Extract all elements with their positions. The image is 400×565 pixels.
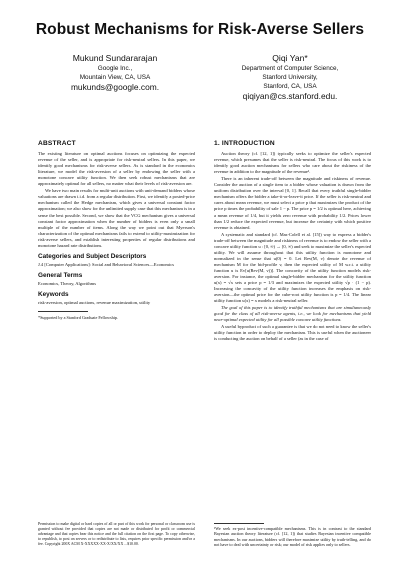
- author-affiliation: Stanford, CA, USA: [263, 83, 317, 90]
- author-affiliation: Mountain View, CA, USA: [79, 74, 151, 81]
- right-column: [214, 141, 371, 344]
- author-email: mukunds@google.com.: [70, 82, 160, 92]
- intro-paragraph: There is an inherent trade-off between the magnitude and riskiness of revenue. Consider the auction of a single item to a bidder whose valuation is drawn from the uniform distribution over the interval [0, 1]. Recall that every truthful single-bidder mechanism offers the bidder a take-it-or-leave-it price. If the seller is risk-neutral and cares about mean revenue, we must select a price p that maximizes the product of the price p times the probability of sale 1 − p. The price p = 1/2 is optimal here, achieving a mean revenue of 1/4, but it yields zero revenue with probability 1/2. Prices lower than 1/2 reduce the expected revenue, but increase the certainty with which positive revenue is obtained.: [214, 176, 371, 230]
- footnote-rule: [214, 523, 264, 524]
- left-column: [38, 141, 195, 322]
- author-affiliation: Google Inc.,: [97, 65, 133, 72]
- abstract-paragraph: We have two main results for multi-unit auctions with unit-demand bidders whose valuations are drawn i.i.d. from a regular distribution. First, we identify a posted-price mechanism called the Hedge mechanism, which gives a universal constant factor approximation; we also show for the unlimited supply case that this mechanism is in a sense the best possible. Second, we show that the VCG mechanism gives a universal constant factor approximation when the number of bidders is even only a small multiple of the number of items. Along the way we point out that Myerson's characterization of the optimal mechanisms fails to extend to utility-maximization for risk-averse sellers, and establish interesting properties of regular distributions and monotone hazard rate distributions.: [38, 188, 195, 248]
- abstract-heading: ABSTRACT: [38, 140, 76, 147]
- author-affiliation: Stanford University,: [262, 74, 318, 81]
- footnote-rule: [38, 311, 88, 312]
- permission-notice: Permission to make digital or hard copies of all or part of this work for personal or classroom use is granted without fee provided that copies are not made or distributed for profit or commercial advantage and that copies bear this notice and the full citation on the first page. To copy otherwise, to republish, to post on servers or to redistribute to lists, requires prior specific permission and/or a fee. Copyright 200X ACM X-XXXXX-XX-X/XX/XX ...$10.00.: [38, 522, 195, 546]
- intro-paragraph-italic: [214, 305, 371, 323]
- intro-paragraph: A systematic and standard (cf. Mas-Colell et al. [15]) way to express a bidder's trade-off between the magnitude and riskiness of revenue is to endow the seller with a concave utility function u : [0, ∞) → [0, ∞) and seek to maximize the seller's expected utility. We will assume throughout that this utility function is monotone and normalized in the sense that u(0) = 0. Let Rev(M, v) denote the revenue of mechanism M for the bid-profile v, then the expected utility of M w.r.t. a utility function u is Ev[u(Rev(M, v))]. The concavity of the utility function models risk-aversion. For instance, the optimal single-bidder mechanism for the utility function u(x) = √x sets a price p = 1/3 and maximizes the expected utility √p · (1 − p). Increasing the concavity of the utility function increases the emphasis on risk-aversion—the optimal price for the cube-root utility function is p = 1/4. The linear utility function u(x) = x models a risk-neutral seller.: [214, 231, 371, 304]
- author-affiliation: Department of Computer Science,: [241, 65, 339, 72]
- intro-paragraph: A useful byproduct of such a guarantee is that we do not need to know the seller's utility function in order to deploy the mechanism. This is useful when the auctioneer is conducting the auction on behalf of a seller (as in the case of: [214, 324, 371, 342]
- author-block-2: [215, 54, 365, 101]
- introduction-heading: 1. INTRODUCTION: [214, 140, 275, 147]
- author-email: qiqiyan@cs.stanford.edu.: [242, 91, 338, 101]
- italic-text: The goal of this paper is to identify truthful mechanisms that are simultaneously good for the class of all risk-averse agents, i.e., we look for mechanisms that yield near-optimal expected utility for all possible concave utility functions.: [214, 305, 371, 323]
- general-terms-text: Economics, Theory, Algorithms: [38, 280, 96, 286]
- intro-paragraph: Auction theory (cf. [12, 1]) typically seeks to optimize the seller's expected revenue, which presumes that the seller is risk-neutral. The focus of this work is to identify good auction mechanisms for sellers who care about the riskiness of the revenue in addition to the magnitude of the revenue¹.: [214, 151, 371, 175]
- paper-title: Robust Mechanisms for Risk-Averse Sellers: [35, 21, 365, 38]
- footnote: ¹We seek ex-post incentive-compatible mechanisms. This is in contrast to the standard Bayesian auction theory literature (cf. [12, 1]) that studies Bayesian incentive compatible mechanisms. In our auctions, bidders will therefore maximize utility by truth-telling, and do not have to deal with uncertainty or risk; our model of risk applies only to sellers.: [214, 526, 371, 548]
- footnote: *Supported by a Stanford Graduate Fellowship.: [38, 315, 119, 321]
- categories-heading: Categories and Subject Descriptors: [38, 252, 147, 260]
- categories-text: J.4 [Computer Applications]: Social and Behavioral Sciences—Economics: [38, 261, 174, 267]
- author-name: Qiqi Yan*: [272, 53, 308, 63]
- keywords-text: risk-aversion, optimal auctions, revenue maximization, utility: [38, 300, 151, 306]
- general-terms-heading: General Terms: [38, 271, 83, 279]
- author-block-1: [40, 54, 190, 92]
- abstract-paragraph: The existing literature on optimal auctions focuses on optimizing the expected revenue of the seller, and is appropriate for risk-neutral sellers. In this paper, we identify good mechanisms for risk-averse sellers. As is standard in the economics literature, we model the risk-aversion of a seller by endowing the seller with a monotone concave utility function. We then seek robust mechanisms that are approximately optimal for all sellers, no matter what their levels of risk-aversion are.: [38, 151, 195, 187]
- author-name: Mukund Sundararajan: [72, 53, 158, 63]
- keywords-heading: Keywords: [38, 290, 69, 298]
